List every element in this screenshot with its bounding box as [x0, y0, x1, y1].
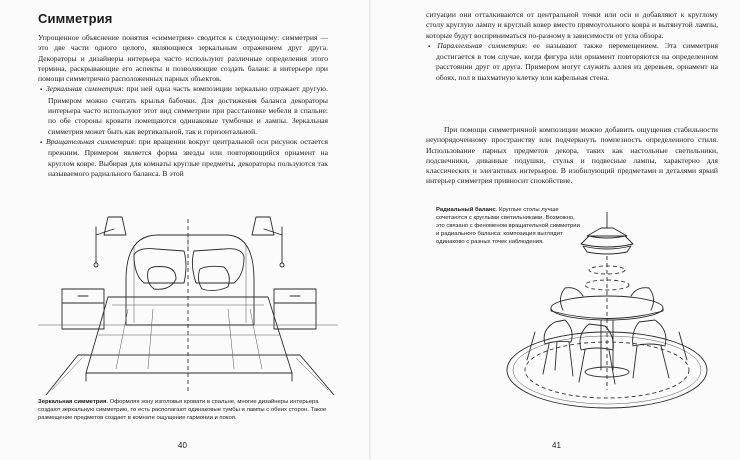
parallel-text: : ее называют также перемещением. Эта симметрия достигается в том случае, когда фигура или орнамент повторяются на определенном расстоянии друг от друга. Примером могут служить аллея из деревьев, орнамент на обоях, пол в шахматную клетку или кафельная стена. [436, 40, 718, 82]
left-caption-title: Зеркальная симметрия [38, 399, 107, 405]
left-wall-lamp [96, 217, 126, 263]
left-pillow [134, 249, 186, 283]
right-text-column [426, 10, 718, 83]
right-caption-text: . Круглые столы лучше сочетаются с круглыми светильниками. Возможно, это связано с феноменом вращательной симметрии и радиального баланса: композиция выглядит одинаково с разных точек наблюдения. [436, 207, 580, 245]
right-caption-title: Радиальный баланс [436, 207, 496, 213]
left-caption-text: . Оформляя зону изголовья кровати в спальне, многие дизайнеры интерьера создают зеркальную симметрию, то есть располагают одинаковые тумбы и лампы с обеих сторон. Такое размещение предметов создает в комнате ощущение гармонии и покоя. [38, 399, 327, 421]
dining-illustration [505, 212, 730, 430]
mirror-text: : при ней одна часть композиции зеркально отражает другую. Примером можно считать крылья бабочки. Для достижения баланса декораторы интерьера часто используют этот вид симметрии при расстановке мебели в спальне: по обе стороны кровати помещаются одинаковые тумбочки и лампы. Зеркальная симметрия может быть как вертикальной, так и горизонтальной. [48, 84, 328, 136]
page-number-left: 40 [178, 441, 187, 450]
mirror-symmetry-item [38, 84, 328, 136]
right-wall-lamp [252, 217, 282, 263]
book-gutter [369, 0, 371, 460]
parallel-symmetry-item [426, 41, 718, 83]
mirror-term: Зеркальная симметрия [46, 84, 122, 94]
bedroom-illustration [38, 205, 338, 395]
right-pillow [192, 249, 244, 283]
small-pillow-left [148, 267, 176, 290]
right-nightstand [274, 289, 316, 329]
left-text-column [38, 33, 328, 179]
right-paragraph-block [426, 125, 718, 187]
rotation-term: Вращательная симметрия [45, 136, 134, 146]
rotation-symmetry-item [38, 137, 328, 179]
intro-paragraph: Упрощенное объяснение понятия «симметрия» сводится к следующему: симметрия — это две части одного целого, являющиеся зеркальным отражением друг друга. Декораторы и дизайнеры интерьера часто используют различные определения этого термина, раскрывающие его аспекты и позволяющие создать баланс в интерьере при помощи симметрично расположенных парных объектов. [38, 33, 328, 84]
left-nightstand [62, 289, 104, 329]
continuation-paragraph: ситуации они отталкиваются от центральной точки или оси и добавляют к круглому столу круглую лампу и круглый ковер вместо прямоугольного ковра и вытянутой лампы, которые будут восприниматься по-разному в зависимости от угла обзора. [426, 10, 718, 40]
rotation-text: : при вращении вокруг центральной оси рисунок остается прежним. Примером является форма звезды или повторяющийся орнамент на круглом ковре. Выбирая для комнаты круглые предметы, декораторы пользуются так называемого радиального баланса. В этой [48, 136, 328, 178]
pendant-lamp [587, 228, 627, 236]
symmetry-paragraph: При помощи симметричной композиции можно добавить ощущения стабильности неупорядоченному пространству или подчеркнуть помпезность определенного стиля. Использование парных предметов декора, таких как настольные светильники, подсвечники, диванные подушки, стулья и подвесные лампы, характерно для классических и элегантных интерьеров. В изобилующий предметами и деталями яркий интерьер симметрия привносит спокойствие. [426, 125, 718, 186]
chair-front-right [633, 320, 669, 378]
small-pillow-right [198, 266, 229, 290]
page-title: Симметрия [38, 11, 113, 26]
left-caption [38, 398, 338, 422]
parallel-term: Параллельная симметрия [437, 40, 525, 50]
page-number-right: 41 [552, 441, 561, 450]
